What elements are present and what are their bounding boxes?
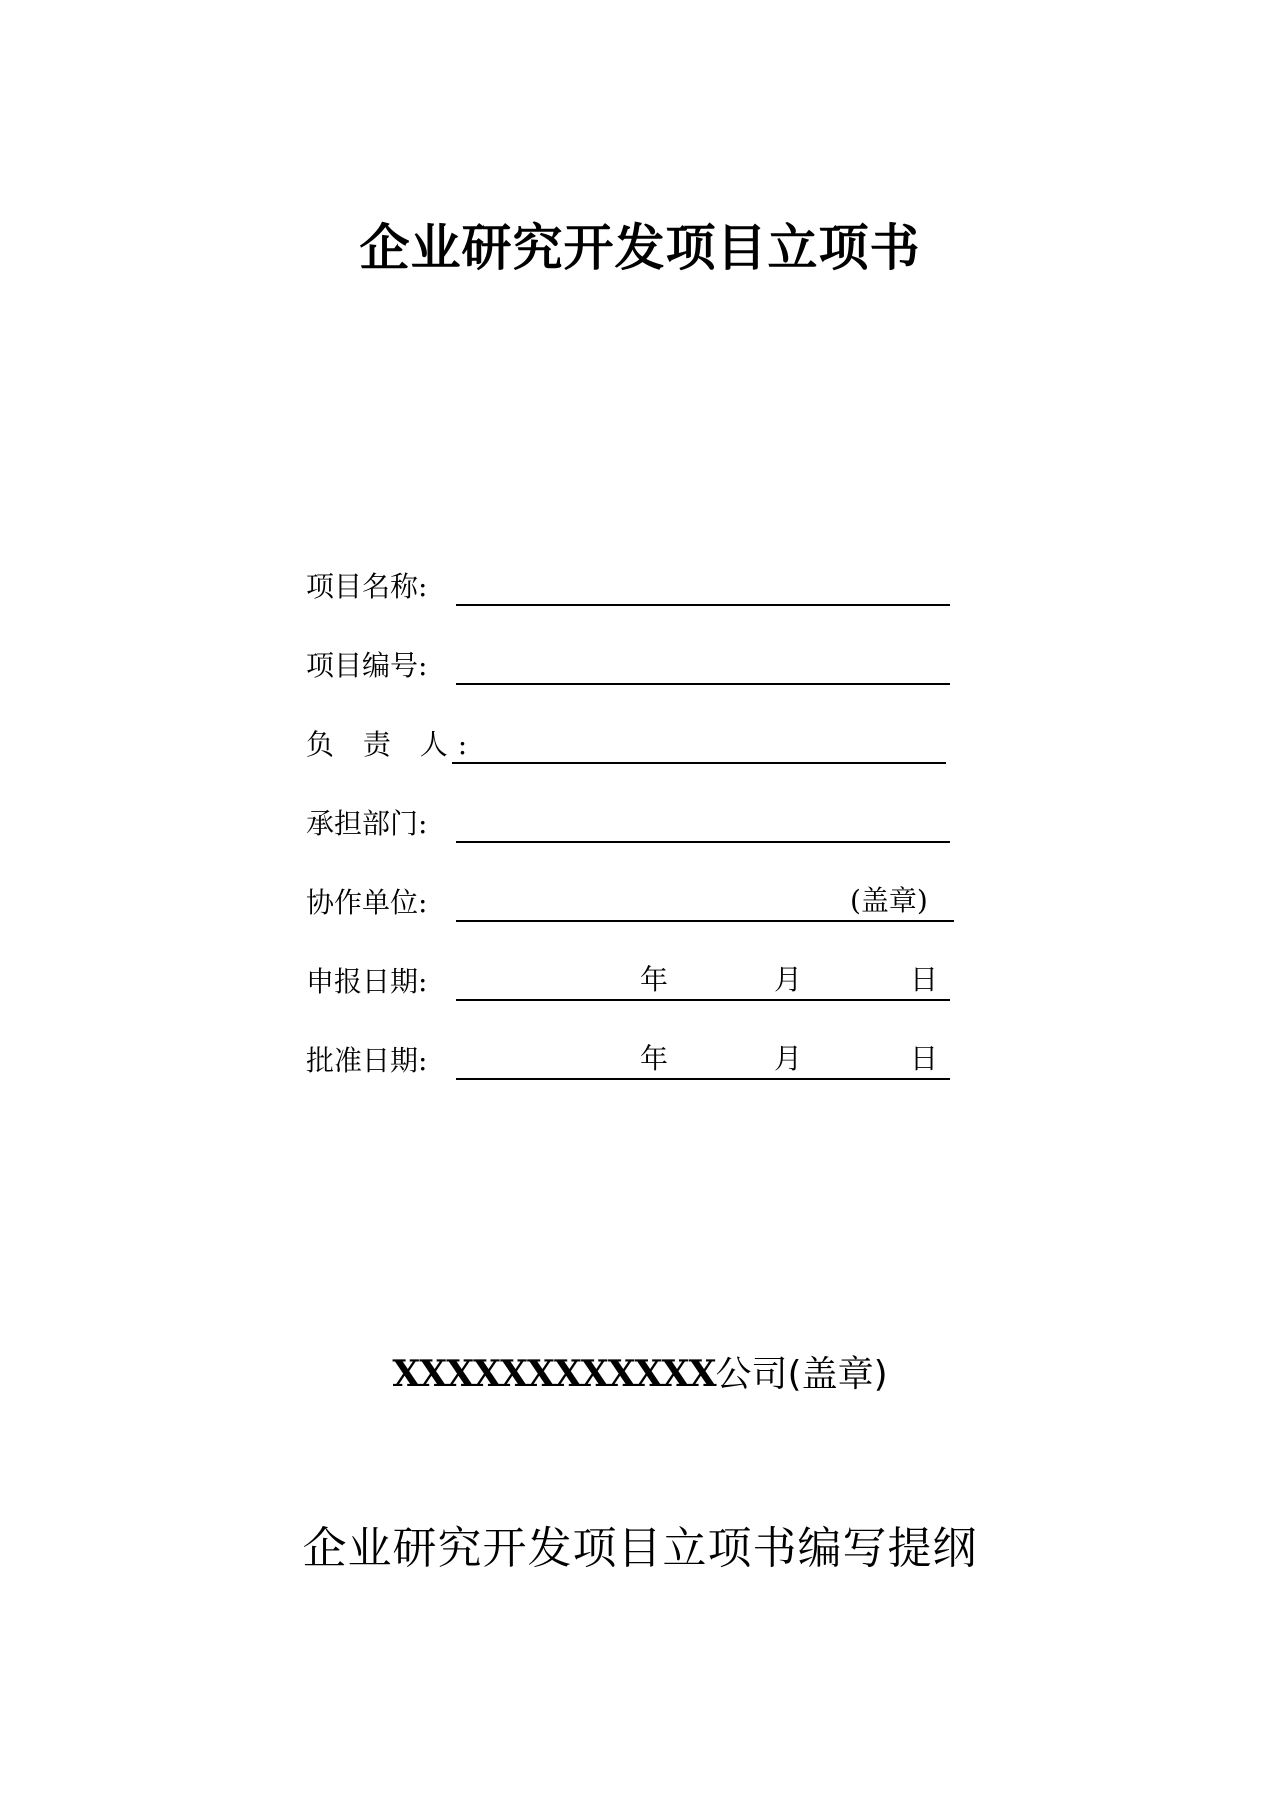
date-year-label: 年 bbox=[640, 963, 669, 996]
date-month-label: 月 bbox=[774, 963, 803, 996]
seal-note: (盖章) bbox=[850, 884, 928, 917]
company-suffix: 公司(盖章) bbox=[715, 1354, 888, 1395]
field-input-line-department[interactable] bbox=[456, 841, 950, 843]
field-label-project-number: 项目编号: bbox=[306, 649, 428, 682]
field-label-project-name: 项目名称: bbox=[306, 570, 428, 603]
field-responsible-person bbox=[306, 718, 956, 768]
date-month-label: 月 bbox=[774, 1042, 803, 1075]
field-cooperating-unit bbox=[306, 876, 956, 926]
company-name: XXXXXXXXXXXX bbox=[392, 1353, 716, 1395]
field-label-application-date: 申报日期: bbox=[306, 965, 428, 998]
field-input-line-responsible-person[interactable] bbox=[452, 762, 946, 764]
field-input-line-project-number[interactable] bbox=[456, 683, 950, 685]
field-label-department: 承担部门: bbox=[306, 807, 428, 840]
field-approval-date bbox=[306, 1034, 956, 1084]
field-department bbox=[306, 797, 956, 847]
field-project-name bbox=[306, 560, 956, 610]
field-input-line-application-date[interactable] bbox=[456, 999, 950, 1001]
field-label-cooperating-unit: 协作单位: bbox=[306, 886, 428, 919]
field-application-date bbox=[306, 955, 956, 1005]
date-day-label: 日 bbox=[910, 963, 939, 996]
date-day-label: 日 bbox=[910, 1042, 939, 1075]
field-input-line-project-name[interactable] bbox=[456, 604, 950, 606]
document-title: 企业研究开发项目立项书 bbox=[359, 219, 921, 277]
date-year-label: 年 bbox=[640, 1042, 669, 1075]
field-input-line-approval-date[interactable] bbox=[456, 1078, 950, 1080]
field-input-line-cooperating-unit[interactable] bbox=[456, 920, 954, 922]
outline-title: 企业研究开发项目立项书编写提纲 bbox=[302, 1523, 978, 1574]
field-label-approval-date: 批准日期: bbox=[306, 1044, 428, 1077]
field-project-number bbox=[306, 639, 956, 689]
field-label-responsible-person: 负 责 人: bbox=[306, 728, 478, 761]
company-line bbox=[0, 1352, 1280, 1397]
